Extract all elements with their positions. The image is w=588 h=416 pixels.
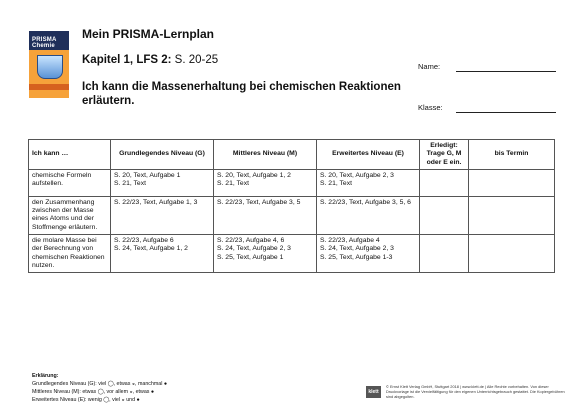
klett-logo: klett [366,386,381,398]
table-header-row [29,140,555,170]
header-erweitert: Erweitertes Niveau (E) [317,140,420,170]
deadline-cell[interactable] [469,235,555,273]
header-grundlegend: Grundlegendes Niveau (G) [111,140,214,170]
level-e-cell: S. 22/23, Aufgabe 4 S. 24, Text, Aufgabe 2, 3 S. 25, Text, Aufgabe 1-3 [317,235,420,273]
level-e-cell: S. 22/23, Text, Aufgabe 3, 5, 6 [317,196,420,234]
level-m-cell: S. 22/23, Text, Aufgabe 3, 5 [214,196,317,234]
learning-goal: Ich kann die Massenerhaltung bei chemischen Reaktionen erläutern. [82,81,401,107]
beaker-icon [37,55,63,79]
chapter-label: Kapitel 1, LFS 2: [82,54,172,66]
class-field[interactable] [418,103,443,112]
level-m-cell: S. 22/23, Aufgabe 4, 6 S. 24, Text, Aufgabe 2, 3 S. 25, Text, Aufgabe 1 [214,235,317,273]
chapter-line [82,54,218,66]
legend-line-m: Mittleres Niveau (M): etwas ◯, vor allem ◒, etwas ● [32,389,155,395]
deadline-cell[interactable] [469,169,555,196]
competency-cell: die molare Masse bei der Berechnung von chemischen Reaktionen nutzen. [29,235,111,273]
legend [32,372,167,404]
class-line[interactable] [456,112,556,113]
level-g-cell: S. 22/23, Aufgabe 6 S. 24, Text, Aufgabe 1, 2 [111,235,214,273]
header-mittel: Mittleres Niveau (M) [214,140,317,170]
class-label: Klasse: [418,103,443,112]
name-field[interactable] [418,62,440,71]
level-g-cell: S. 22/23, Text, Aufgabe 1, 3 [111,196,214,234]
table-row [29,196,555,234]
competency-cell: den Zusammenhang zwischen der Masse eines Atoms und der Stoffmenge erläutern. [29,196,111,234]
level-e-cell: S. 20, Text, Aufgabe 2, 3 S. 21, Text [317,169,420,196]
header-termin: bis Termin [469,140,555,170]
name-label: Name: [418,62,441,71]
chapter-pages: S. 20-25 [174,54,219,66]
deadline-cell[interactable] [469,196,555,234]
header-ich-kann: Ich kann … [29,140,111,170]
legend-line-g: Grundlegendes Niveau (G): viel ◯, etwas ◒, manchmal ● [32,381,168,387]
cover-stripe [29,84,69,90]
header-erledigt: Erledigt: Trage G, M oder E ein. [420,140,469,170]
table-row [29,169,555,196]
legend-title: Erklärung: [32,373,59,379]
book-cover-image [29,31,69,98]
worksheet-title: Mein PRISMA-Lernplan [82,27,215,41]
name-line[interactable] [456,71,556,72]
done-cell[interactable] [420,235,469,273]
table-row [29,235,555,273]
legend-line-e: Erweitertes Niveau (E): wenig ◯, viel ◒ und ● [32,397,140,403]
level-m-cell: S. 20, Text, Aufgabe 1, 2 S. 21, Text [214,169,317,196]
cover-brand: PRISMA Chemie [32,37,57,49]
copyright-notice: © Ernst Klett Verlag GmbH, Stuttgart 2018 | www.klett.de | Alle Rechte vorbehalten. Von dieser Druckvorlage ist die Vervielfältigung für den eigenen Unterrichtsgebrauch gestattet. Die Kopiergebühren sind abgegolten. [386,384,565,399]
level-g-cell: S. 20, Text, Aufgabe 1 S. 21, Text [111,169,214,196]
done-cell[interactable] [420,196,469,234]
competency-cell: chemische Formeln aufstellen. [29,169,111,196]
done-cell[interactable] [420,169,469,196]
learning-plan-table [28,139,555,273]
